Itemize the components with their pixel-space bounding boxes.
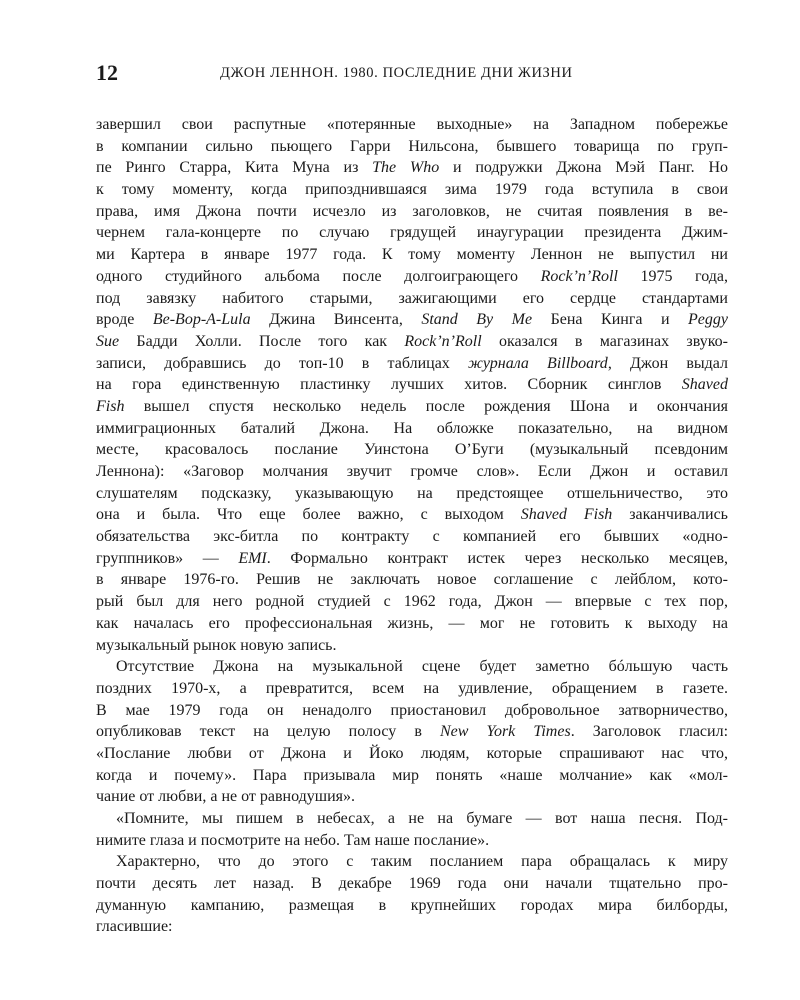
text-run: думанную кампанию, размещая в крупнейших городах мира билборды, — [96, 896, 728, 914]
text-run: в январе 1976-го. Решив не заключать новое соглашение с лейблом, кото- — [96, 571, 728, 589]
text-run: гласившие: — [96, 918, 173, 936]
text-line — [96, 808, 728, 830]
text-run: на гора единственную пластинку лучших хитов. Сборник синглов — [96, 376, 682, 394]
body-text — [96, 114, 728, 938]
text-line — [96, 483, 728, 505]
text-line — [96, 179, 728, 201]
text-run: слушателям подсказку, указывающую на предстоящее отшельничество, это — [96, 484, 728, 502]
text-line — [96, 765, 728, 787]
italic-text: Fish — [96, 397, 125, 415]
text-line — [96, 916, 728, 938]
text-line — [96, 504, 728, 526]
text-line — [96, 353, 728, 375]
text-run: права, имя Джона почти исчезло из заголовков, не считая появления в ве- — [96, 202, 728, 220]
page-number: 12 — [96, 60, 118, 85]
text-run: обязательства экс-битла по контракту с компанией его бывших «одно- — [96, 528, 728, 546]
text-run: Леннона): «Заговор молчания звучит громче слов». Если Джон и оставил — [96, 463, 728, 480]
text-line — [96, 873, 728, 895]
text-line — [96, 157, 728, 179]
text-run: иммиграционных баталий Джона. На обложке показательно, на видном — [96, 419, 728, 437]
text-run: чание от любви, а не от равнодушия». — [96, 788, 356, 806]
text-run: завершил свои распутные «потерянные выходные» на Западном побережье — [96, 116, 728, 133]
italic-text: Sue — [96, 332, 120, 350]
italic-text: Be-Bop-A-Lula — [152, 311, 251, 329]
text-run: Бена Кинга и — [532, 311, 689, 329]
text-run: заканчивались — [612, 506, 728, 524]
text-line — [96, 830, 728, 852]
text-run: к тому моменту, когда припозднившаяся зима 1979 года вступила в свои — [96, 181, 728, 199]
text-line — [96, 222, 728, 244]
text-line — [96, 266, 728, 288]
text-run: почти десять лет назад. В декабре 1969 года они начали тщательно про- — [96, 875, 728, 893]
text-run: . Заголовок гласил: — [570, 723, 729, 741]
text-line — [96, 895, 728, 917]
text-run: Джина Винсента, — [250, 311, 422, 329]
text-run: оказался в магазинах звуко- — [481, 332, 728, 350]
text-line — [96, 396, 728, 418]
italic-text: Peggy — [688, 311, 729, 329]
text-line — [96, 526, 728, 548]
italic-text: EMI — [238, 549, 267, 567]
text-run: пе Ринго Старра, Кита Муна из — [96, 159, 373, 177]
text-run: в компании сильно пьющего Гарри Нильсона, бывшего товарища по груп- — [96, 137, 728, 155]
text-run: под завязку набитого старыми, зажигающими его сердце стандартами — [96, 289, 728, 307]
text-line — [96, 288, 728, 310]
text-line — [96, 548, 728, 570]
text-run: как началась его профессиональная жизнь, — мог не готовить к выходу на — [96, 614, 728, 632]
text-line — [96, 309, 728, 331]
text-line — [96, 851, 728, 873]
text-run: музыкальный рынок новую запись. — [96, 636, 337, 654]
text-line — [96, 721, 728, 743]
text-run: «Помните, мы пишем в небесах, а не на бумаге — вот наша песня. Под- — [116, 810, 728, 827]
text-run: опубликовав текст на целую полосу в — [96, 723, 440, 741]
italic-text: журнала Billboard — [467, 354, 608, 372]
text-run: вроде — [96, 311, 153, 329]
text-run: рый был для него родной студией с 1962 года, Джон — впервые с тех пор, — [96, 593, 728, 611]
text-run: 1975 года, — [617, 267, 728, 285]
text-line — [96, 656, 728, 678]
italic-text: Rock’n’Roll — [404, 332, 482, 350]
italic-text: Rock’n’Roll — [540, 267, 618, 285]
text-line — [96, 678, 728, 700]
text-run: группников» — — [96, 549, 239, 567]
text-run: поздних 1970-х, а превратится, всем на удивление, обращением в газете. — [96, 679, 728, 697]
text-run: вышел спустя несколько недель после рождения Шона и окончания — [124, 397, 728, 415]
text-line — [96, 374, 728, 396]
text-run: когда и почему». Пара призывала мир понять «наше молчание» как «мол- — [96, 766, 728, 784]
text-run: и подружки Джона Мэй Панг. Но — [439, 159, 728, 177]
text-line — [96, 331, 728, 353]
italic-text: Shaved Fish — [520, 506, 613, 524]
page-header — [96, 60, 728, 90]
text-run: «Послание любви от Джона и Йоко людям, которые спрашивают нас что, — [96, 744, 728, 762]
text-line — [96, 114, 728, 136]
text-line — [96, 136, 728, 158]
text-run: Характерно, что до этого с таким посланием пара обращалась к миру — [116, 853, 728, 871]
text-line — [96, 418, 728, 440]
text-run: Отсутствие Джона на музыкальной сцене будет заметно бóльшую часть — [116, 658, 728, 676]
italic-text: New York Times — [440, 723, 571, 741]
text-run: Бадди Холли. После того как — [119, 332, 405, 350]
text-run: месте, красовалось послание Уинстона О’Буги (музыкальный псевдоним — [96, 441, 728, 459]
text-run: она и была. Что еще более важно, с выходом — [96, 506, 521, 524]
text-line — [96, 635, 728, 657]
text-line — [96, 591, 728, 613]
text-run: ми Картера в январе 1977 года. К тому моменту Леннон не выпустил ни — [96, 246, 728, 264]
running-title: ДЖОН ЛЕННОН. 1980. ПОСЛЕДНИЕ ДНИ ЖИЗНИ — [220, 65, 573, 81]
italic-text: The Who — [372, 159, 440, 177]
text-run: , Джон выдал — [607, 354, 729, 372]
text-line — [96, 743, 728, 765]
text-run: записи, добравшись до топ-10 в таблицах — [96, 354, 468, 372]
text-line — [96, 613, 728, 635]
text-run: В мае 1979 года он ненадолго приостановил добровольное затворничество, — [96, 701, 728, 719]
text-line — [96, 439, 728, 461]
text-line — [96, 244, 728, 266]
text-run: одного студийного альбома после долгоиграющего — [96, 267, 541, 285]
text-line — [96, 786, 728, 808]
text-line — [96, 569, 728, 591]
text-run: чернем гала-концерте по случаю грядущей инаугурации президента Джим- — [96, 224, 728, 242]
italic-text: Stand By Me — [421, 311, 533, 329]
text-run: . Формально контракт истек через несколько месяцев, — [266, 549, 728, 567]
text-run: нимите глаза и посмотрите на небо. Там наше послание». — [96, 831, 490, 849]
text-line — [96, 201, 728, 223]
text-line — [96, 700, 728, 722]
italic-text: Shaved — [681, 376, 728, 394]
text-line — [96, 461, 728, 483]
